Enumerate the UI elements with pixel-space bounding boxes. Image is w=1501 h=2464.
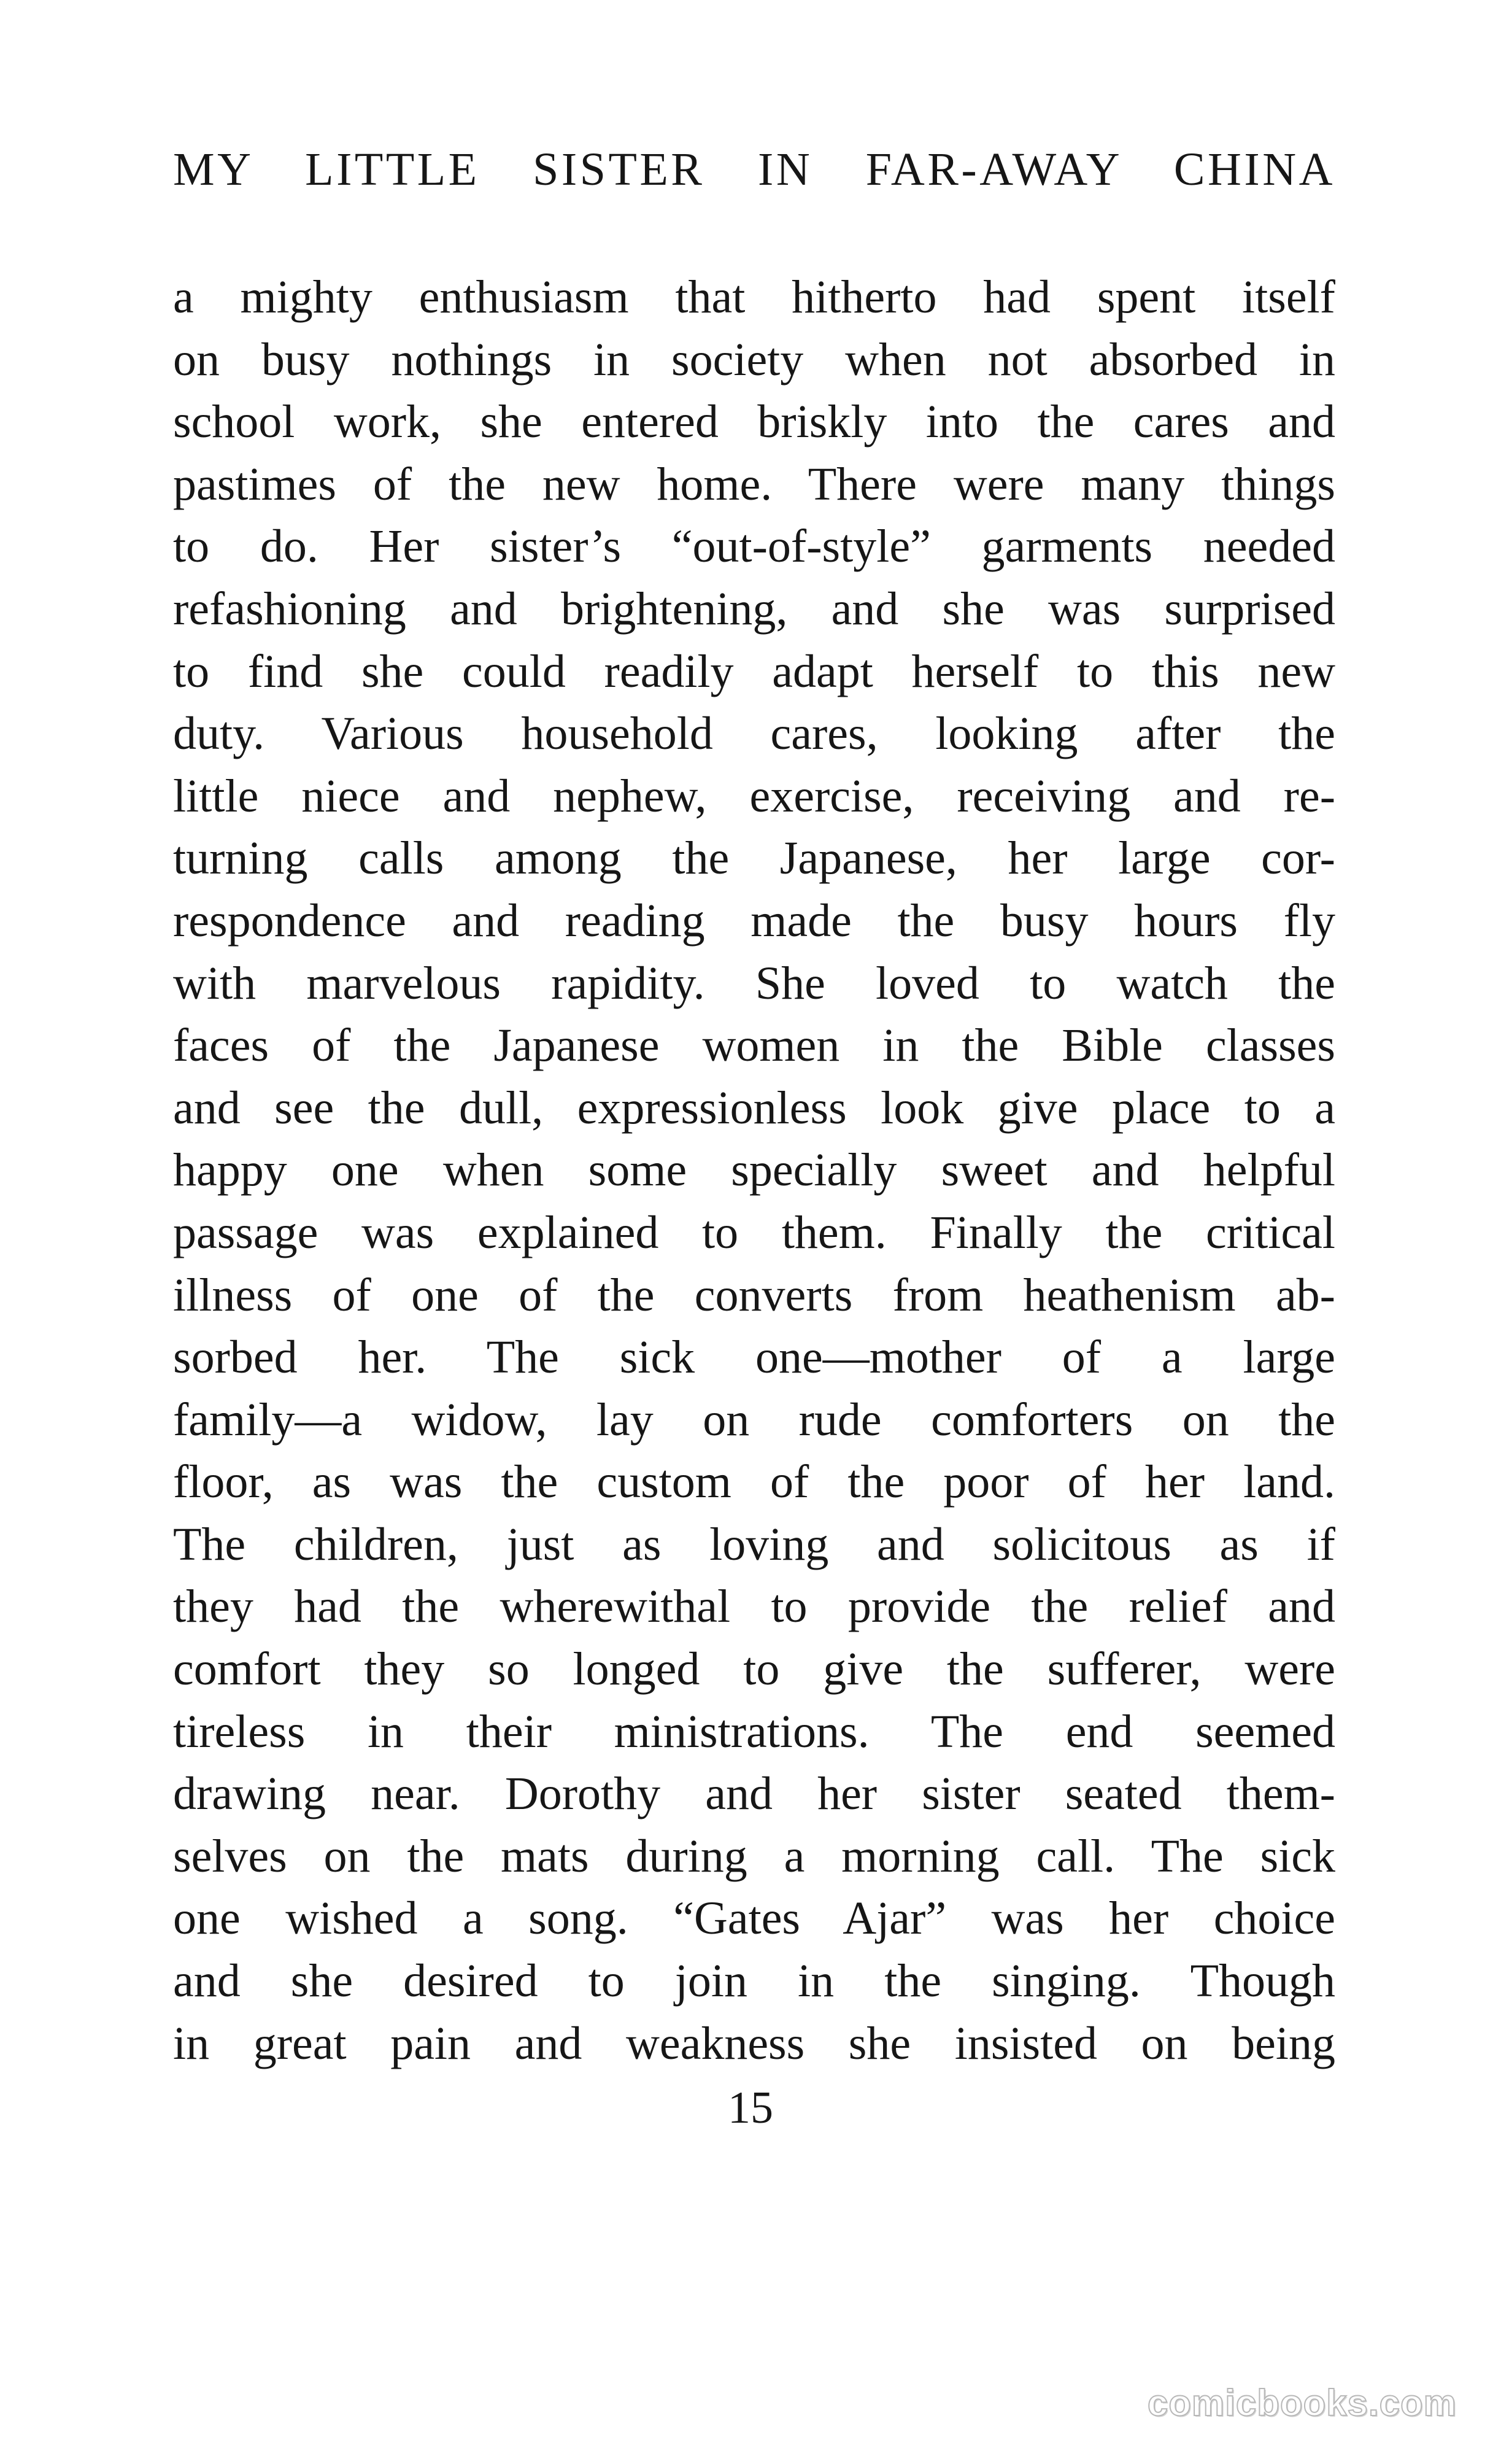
text-line: one wished a song. “Gates Ajar” was her choice <box>173 1893 1335 1945</box>
text-line: with marvelous rapidity. She loved to watch the <box>173 957 1335 1009</box>
text-line: in great pain and weakness she insisted on being <box>173 2017 1335 2069</box>
page-number: 15 <box>728 2083 773 2133</box>
text-line: they had the wherewithal to provide the relief and <box>173 1581 1335 1633</box>
text-line: happy one when some specially sweet and helpful <box>173 1144 1335 1196</box>
text-line: school work, she entered briskly into the cares and <box>173 396 1335 448</box>
text-line: respondence and reading made the busy hours fly <box>173 894 1335 947</box>
text-line: and see the dull, expressionless look give place to a <box>173 1082 1335 1134</box>
text-line: turning calls among the Japanese, her large cor- <box>173 832 1335 885</box>
text-line: duty. Various household cares, looking after the <box>173 708 1335 760</box>
running-header: MY LITTLE SISTER IN FAR-AWAY CHINA <box>173 144 1335 195</box>
text-line: drawing near. Dorothy and her sister seated them- <box>173 1768 1335 1820</box>
text-line: to do. Her sister’s “out-of-style” garments needed <box>173 521 1335 573</box>
text-line: little niece and nephew, exercise, receiving and re- <box>173 770 1335 822</box>
text-line: family—a widow, lay on rude comforters on the <box>173 1393 1335 1446</box>
text-line: illness of one of the converts from heathenism ab- <box>173 1269 1335 1321</box>
text-line: faces of the Japanese women in the Bible classes <box>173 1020 1335 1072</box>
text-line: on busy nothings in society when not absorbed in <box>173 333 1335 385</box>
watermark: comicbooks.com <box>1147 2382 1457 2423</box>
text-line: pastimes of the new home. There were many things <box>173 458 1335 510</box>
text-line: floor, as was the custom of the poor of her land. <box>173 1456 1335 1508</box>
text-line: passage was explained to them. Finally the critical <box>173 1206 1335 1258</box>
text-line: a mighty enthusiasm that hitherto had spent itself <box>173 271 1335 323</box>
body-text <box>173 266 1335 2075</box>
text-line: The children, just as loving and solicitous as if <box>173 1518 1335 1570</box>
text-line: to find she could readily adapt herself to this new <box>173 645 1335 697</box>
text-line: tireless in their ministrations. The end seemed <box>173 1705 1335 1757</box>
text-line: and she desired to join in the singing. Though <box>173 1955 1335 2007</box>
text-line: sorbed her. The sick one—mother of a large <box>173 1331 1335 1384</box>
text-line: comfort they so longed to give the sufferer, were <box>173 1643 1335 1695</box>
text-line: selves on the mats during a morning call. The sick <box>173 1830 1335 1882</box>
text-line: refashioning and brightening, and she was surprised <box>173 583 1335 635</box>
